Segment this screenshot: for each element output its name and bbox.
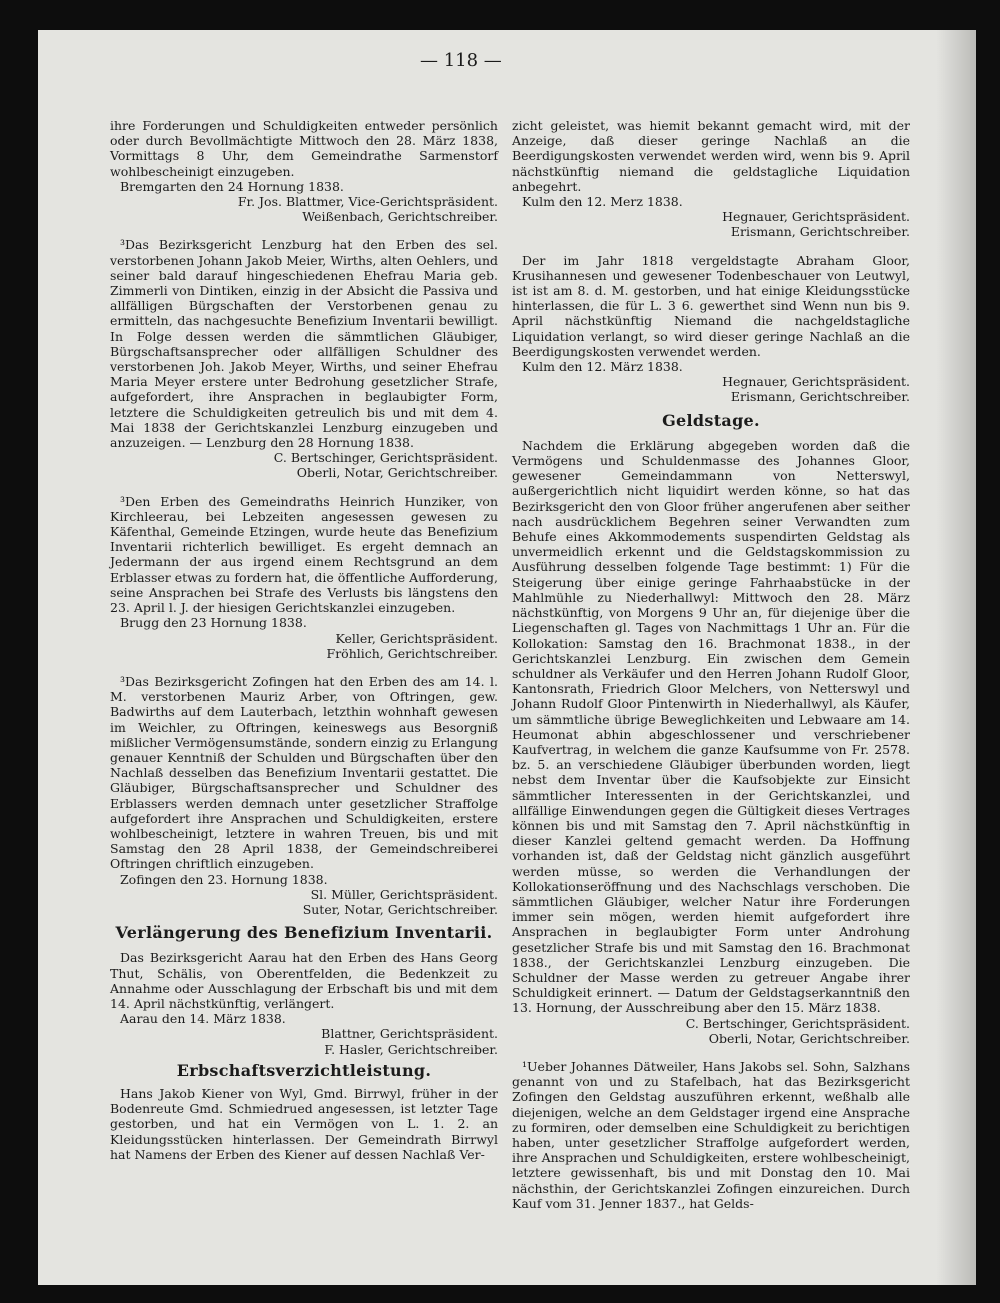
section-heading-geldstage: Geldstage.: [662, 410, 760, 430]
notice-lenzburg-text: ³Das Bezirksgericht Lenzburg hat den Erben des sel. verstorbenen Johann Jakob Meier, Wirths, alten Oehlers, und seiner bald darauf hingeschiedenen Ehefrau Maria geb. Zimmerli von Dintiken, einzig in der Absicht die Passiva und allfälligen Bürgschaften der Verstorbenen genau zu ermitteln, das nachgesuchte Benefizium Inventarii bewilligt. In Folge dessen werden die sämmtlichen Gläubiger, Bürgschaftsansprecher oder allfälligen Schuldner des verstorbenen Joh. Jakob Meyer, Wirths, und seiner Ehefrau Maria Meyer erstere unter Bedrohung gesetzlicher Strafe, aufgefordert, ihre Ansprachen in beglaubigter Form, letztere die Schuldigkeiten getreulich bis und mit dem 4. Mai 1838 der Gerichtskanzlei Lenzburg einzugeben und anzuzeigen. — Lenzburg den 28 Hornung 1838.: [110, 237, 498, 451]
section-heading-erbschaftsverzicht: Erbschaftsverzichtleistung.: [176, 1060, 432, 1080]
notice-gloor-abraham-text: Der im Jahr 1818 vergeldstagte Abraham Gloor, Krusihannesen und gewesener Todenbeschauer von Leutwyl, ist ist am 8. d. M. gestorben, und hat einige Kleidungsstücke hinterlassen, die für L. 3 6. gewerthet sind Wenn nun bis 9. April nächstkünftig Niemand die nachgeldstagliche Liquidation verlangt, so wird dieser geringe Nachlaß an die Beerdigungskosten verwendet werden.: [512, 252, 910, 359]
spacer: [512, 1046, 910, 1059]
notice-zofingen-signature-clerk: Suter, Notar, Gerichtschreiber.: [302, 901, 498, 917]
spacer: [110, 224, 498, 237]
notice-kiener-signature-president: Hegnauer, Gerichtspräsident.: [722, 209, 910, 225]
notice-brugg-signature-clerk: Fröhlich, Gerichtschreiber.: [326, 645, 498, 661]
spacer: [512, 240, 910, 253]
notice-sarmenstorf-text: ihre Forderungen und Schuldigkeiten entweder persönlich oder durch Bevollmächtigte Mittwoch den 28. März 1838, Vormittags 8 Uhr, dem Gemeindrathe Sarmenstorf wohlbescheinigt einzugeben.: [110, 118, 498, 179]
notice-gloor-abraham-signature-president: Hegnauer, Gerichtspräsident.: [722, 374, 910, 390]
notice-zofingen-signature-president: Sl. Müller, Gerichtspräsident.: [310, 886, 498, 902]
section-heading-verlaengerung: Verlängerung des Benefizium Inventarii.: [115, 923, 493, 943]
page-fold-shadow: [936, 30, 976, 1285]
notice-lenzburg-signature-president: C. Bertschinger, Gerichtspräsident.: [273, 450, 498, 466]
page-number: — 118 —: [420, 50, 502, 71]
notice-brugg-text: ³Den Erben des Gemeindraths Heinrich Hunziker, von Kirchleerau, bei Lebzeiten angesessen gewesen zu Käfenthal, Gemeinde Etzingen, wurde heute das Benefizium Inventarii richterlich bewilliget. Es ergeht demnach an Jedermann der aus irgend einem Rechtsgrund an dem Erblasser etwas zu fordern hat, die öffentliche Aufforderung, seine Ansprachen bei Strafe des Verlusts bis längstens den 23. April l. J. der hiesigen Gerichtskanzlei einzugeben.: [110, 493, 498, 616]
left-column: [110, 118, 498, 1162]
notice-gloor-abraham-signature-clerk: Erismann, Gerichtschreiber.: [730, 389, 910, 405]
notice-zofingen-text: ³Das Bezirksgericht Zofingen hat den Erben des am 14. l. M. verstorbenen Mauriz Arber, von Oftringen, gew. Badwirths auf dem Lauterbach, letzthin wohnhaft gewesen im Weichler, zu Oftringen, keineswegs aus Besorgniß mißlicher Vermögensumstände, sondern einzig zu Erlangung genauer Kenntniß der Schulden und Bürgschaften über den Nachlaß desselben das Benefizium Inventarii gestattet. Die Gläubiger, Bürgschaftsansprecher und Schuldner des Erblassers werden demnach unter gesetzlicher Straffolge aufgefordert ihre Ansprachen und Schuldigkeiten, erstere wohlbescheinigt, letztere in wahren Treuen, bis und mit Samstag den 28 April 1838, der Gemeindschreiberei Oftringen chriftlich einzugeben.: [110, 673, 498, 872]
notice-brugg-signature-president: Keller, Gerichtspräsident.: [335, 630, 498, 646]
notice-aarau-signature-clerk: F. Hasler, Gerichtschreiber.: [324, 1041, 498, 1057]
notice-kiener-date: Kulm den 12. Merz 1838.: [522, 194, 683, 210]
notice-zofingen-date: Zofingen den 23. Hornung 1838.: [120, 871, 328, 887]
notice-aarau-text: Das Bezirksgericht Aarau hat den Erben des Hans Georg Thut, Schälis, von Oberentfelden, die Bedenkzeit zu Annahme oder Ausschlagung der Erbschaft bis und mit dem 14. April nächstkünftig, verlängert.: [110, 950, 498, 1011]
notice-daetweiler-text: ¹Ueber Johannes Dätweiler, Hans Jakobs sel. Sohn, Salzhans genannt von und zu Stafelbach, hat das Bezirksgericht Zofingen den Geldstag auszuführen erkennt, weßhalb alle diejenigen, welche an dem Geldstager irgend eine Ansprache zu formiren, oder demselben eine Schuldigkeit zu berichtigen haben, unter gesetzlicher Straffolge aufgefordert werden, ihre Ansprachen und Schuldigkeiten, erstere wohlbescheinigt, letztere gewissenhaft, bis und mit Donstag den 10. Mai nächsthin, der Gerichtskanzlei Zofingen einzureichen. Durch Kauf vom 31. Jenner 1837., hat Gelds-: [512, 1058, 910, 1211]
notice-sarmenstorf-signature-clerk: Weißenbach, Gerichtschreiber.: [302, 209, 498, 225]
notice-kiener-text: Hans Jakob Kiener von Wyl, Gmd. Birrwyl, früher in der Bodenreute Gmd. Schmiedrued angesessen, ist letzter Tage gestorben, und hat ein Vermögen von L. 1. 2. an Kleidungsstücken hinterlassen. Der Gemeindrath Birrwyl hat Namens der Erben des Kiener auf dessen Nachlaß Ver-: [110, 1085, 498, 1162]
notice-gloor-johannes-signature-president: C. Bertschinger, Gerichtspräsident.: [685, 1015, 910, 1031]
notice-aarau-signature-president: Blattner, Gerichtspräsident.: [321, 1026, 498, 1042]
notice-lenzburg-signature-clerk: Oberli, Notar, Gerichtschreiber.: [296, 465, 498, 481]
spacer: [110, 481, 498, 494]
notice-kiener-signature-clerk: Erismann, Gerichtschreiber.: [730, 224, 910, 240]
notice-gloor-johannes-signature-clerk: Oberli, Notar, Gerichtschreiber.: [708, 1030, 910, 1046]
right-column: [512, 118, 910, 1211]
notice-gloor-abraham-date: Kulm den 12. März 1838.: [522, 359, 683, 375]
notice-gloor-johannes-text: Nachdem die Erklärung abgegeben worden daß die Vermögens und Schuldenmasse des Johannes Gloor, gewesener Gemeindammann von Netterswyl, außergerichtlich nicht liquidirt werden könne, so hat das Bezirksgericht den von Gloor früher angerufenen aber seither nach ausdrücklichem Begehren seiner Verwandten zum Behufe eines Akkommodements suspendirten Geldstag als unvermeidlich erkennt und die Geldstagskommission zu Ausführung desselben folgende Tage bestimmt: 1) Für die Steigerung über einige geringe Fahrhaabstücke in der Mahlmühle zu Niederhallwyl: Mittwoch den 28. März nächstkünftig, von Morgens 9 Uhr an, für diejenige über die Liegenschaften gl. Tages von Nachmittags 1 Uhr an. Für die Kollokation: Samstag den 16. Brachmonat 1838., in der Gerichtskanzlei Lenzburg. Ein zwischen dem Gemein schuldner als Verkäufer und den Herren Johann Rudolf Gloor, Kantonsrath, Friedrich Gloor Melchers, von Netterswyl und Johann Rudolf Gloor Pintenwirth in Niederhallwyl, als Käufer, um sämmtliche übrige Beweglichkeiten und Lebwaare am 14. Heumonat abhin abgeschlossener und verschriebener Kaufvertrag, in welchem die ganze Kaufsumme von Fr. 2578. bz. 5. an verschiedene Gläubiger überbunden worden, liegt nebst dem Inventar über die Kaufsobjekte zur Einsicht sämmtlicher Interessenten in der Gerichtskanzlei, und allfällige Einwendungen gegen die Gültigkeit dieses Vertrages können bis und mit Samstag den 7. April nächstkünftig in dieser Kanzlei geltend gemacht werden. Da Hoffnung vorhanden ist, daß der Geldstag nicht gänzlich ausgeführt werden müsse, so werden die Verhandlungen der Kollokationseröffnung und des Nachschlags verschoben. Die sämmtlichen Gläubiger, welcher Natur ihre Forderungen immer sein mögen, werden hiemit aufgefordert ihre Ansprachen in beglaubigter Form unter Androhung gesetzlicher Strafe bis und mit Samstag den 16. Brachmonat 1838., der Gerichtskanzlei Lenzburg einzugeben. Die Schuldner der Masse werden zu getreuer Angabe ihrer Schuldigkeit erinnert. — Datum der Geldstagserkanntniß den 13. Hornung, der Ausschreibung aber den 15. März 1838.: [512, 437, 910, 1016]
notice-sarmenstorf-date: Bremgarten den 24 Hornung 1838.: [120, 178, 344, 194]
notice-aarau-date: Aarau den 14. März 1838.: [120, 1011, 286, 1027]
notice-sarmenstorf-signature-president: Fr. Jos. Blattmer, Vice-Gerichtspräsident.: [237, 194, 498, 210]
spacer: [110, 661, 498, 674]
notice-brugg-date: Brugg den 23 Hornung 1838.: [120, 615, 307, 631]
notice-kiener-continued-text: zicht geleistet, was hiemit bekannt gemacht wird, mit der Anzeige, daß dieser geringe Nachlaß an die Beerdigungskosten verwendet werden wird, wenn bis 9. April nächstkünftig niemand die geldstagliche Liquidation anbegehrt.: [512, 118, 910, 194]
